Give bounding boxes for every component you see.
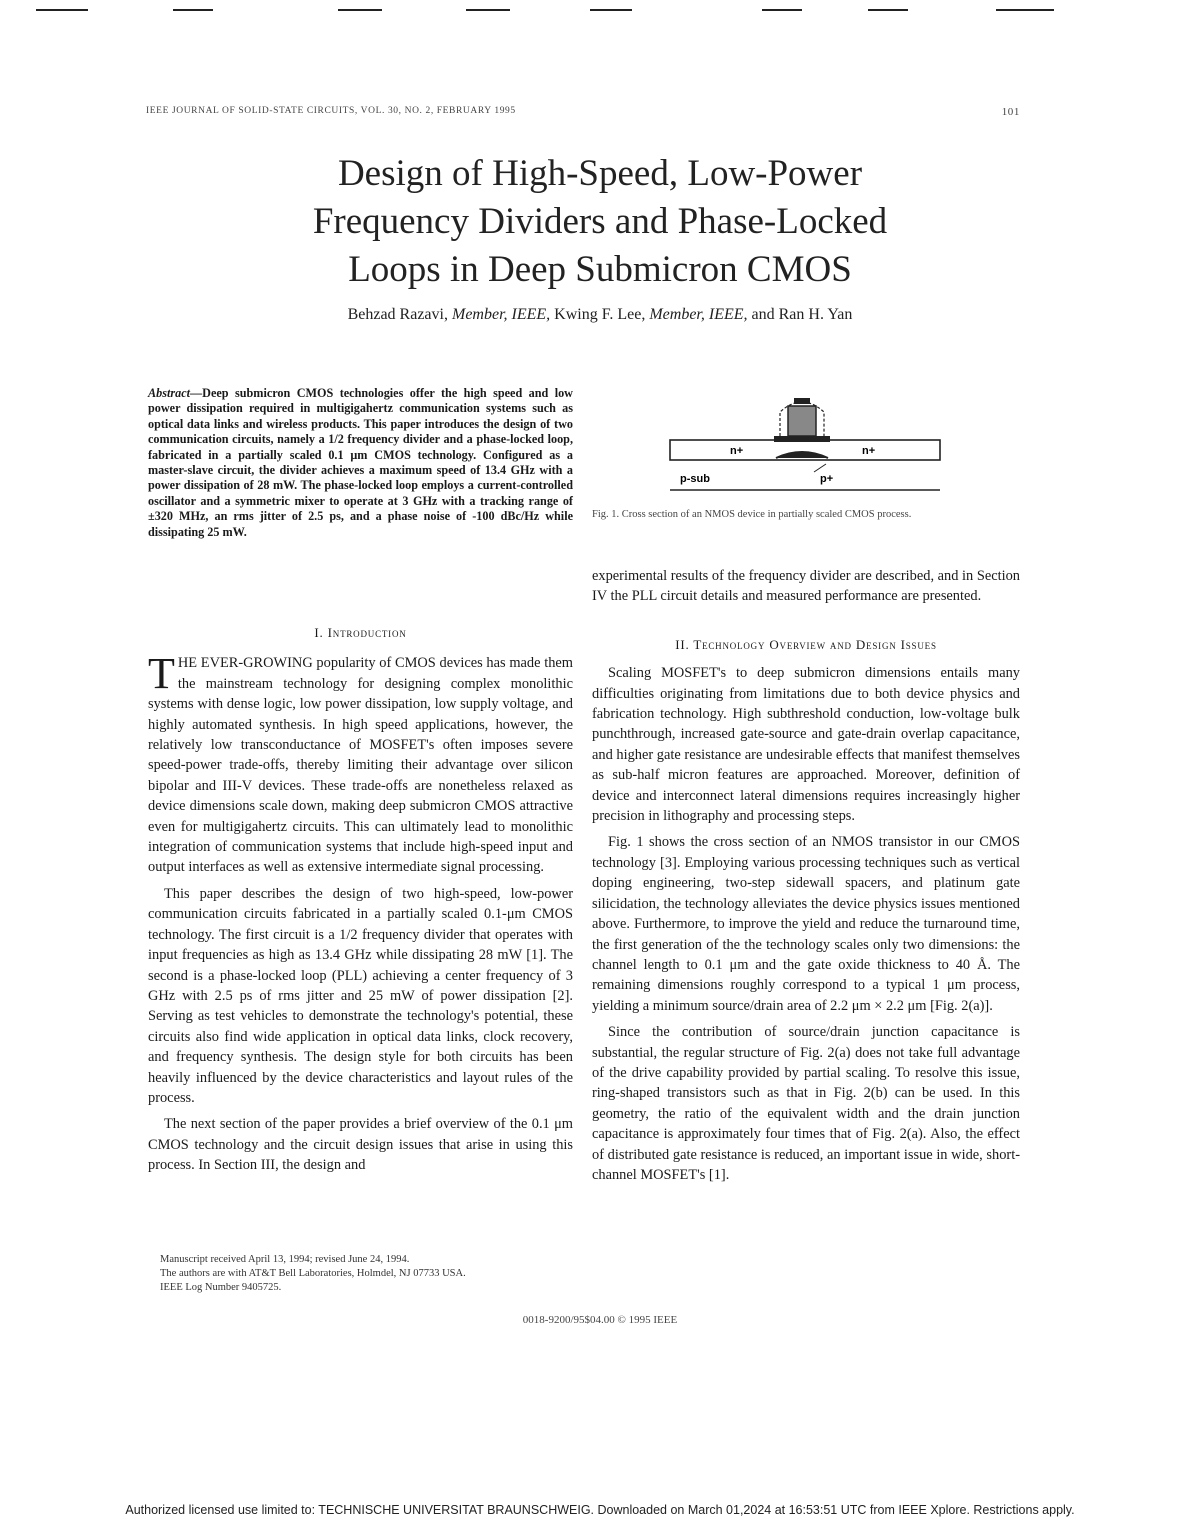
paper-title [200,150,1000,294]
label-psub: p-sub [680,473,710,485]
gate-stack [788,406,816,436]
paragraph: Fig. 1 shows the cross section of an NMOS transistor in our CMOS technology [3]. Employing various processing techniques such as vertical doping engineering, two-step sidewall spacers, and platinum gate silicidation, the technology alleviates the device physics issues mentioned above. Furthermore, to improve the yield and reduce the turnaround time, the first generation of the the technology scales only two dimensions: the channel length to 0.1 μm and the gate oxide thickness to 40 Å. The remaining dimensions roughly correspond to a typical 1 μm process, yielding a minimum source/drain area of 2.2 μm × 2.2 μm [Fig. 2(a)]. [592,834,1020,1014]
gate-oxide [774,436,830,442]
authorization-notice: Authorized licensed use limited to: TECHNISCHE UNIVERSITAT BRAUNSCHWEIG. Downloaded on March 01,2024 at 16:53:51 UTC from IEEE Xplore. Restrictions apply. [125,1503,1075,1517]
title-line: Frequency Dividers and Phase-Locked [312,201,888,242]
abstract [148,386,573,540]
paragraph: THE EVER-GROWING popularity of CMOS devices has made them the mainstream technology for designing complex monolithic systems with dense logic, low power dissipation, low supply voltage, and highly automated synthesis. In high speed applications, however, the relatively low transconductance of MOSFET's often imposes severe speed-power trade-offs, thereby limiting their advantage over silicon bipolar and III-V devices. These trade-offs are nonetheless relaxed as device dimensions scale down, making deep submicron CMOS attractive even for multigigahertz circuits. This can ultimately lead to monolithic integration of communication systems that include high-speed input and output interfaces as well as extensive intermediate signal processing. [148,649,573,876]
drop-cap: T [148,649,175,699]
right-column [592,566,1020,1191]
top-scan-marks [0,0,1200,20]
author-role: Member, IEEE, [451,306,551,323]
abstract-text: Deep submicron CMOS technologies offer the high speed and low power dissipation required in multigigahertz communication systems such as optical data links and wireless products. This paper introduces the design of two communication circuits, namely a 1/2 frequency divider and a phase-locked loop, fabricated in a partially scaled 0.1 μm CMOS technology. Configured as a master-slave circuit, the divider achieves a maximum speed of 13.4 GHz with a power dissipation of 28 mW. The phase-locked loop employs a current-controlled oscillator and a symmetric mixer to operate at 3 GHz with a tracking range of ±320 MHz, an rms jitter of 2.5 ps, and a phase noise of -100 dBc/Hz while dissipating 25 mW. [148,386,573,539]
copyright-line: 0018-9200/95$04.00 © 1995 IEEE [522,1314,678,1326]
section-heading: I. Introduction [314,625,407,640]
footnote-line: IEEE Log Number 9405725. [160,1282,282,1293]
figure-1-cross-section [664,392,944,492]
paragraph: This paper describes the design of two high-speed, low-power communication circuits fabricated in a partially scaled 0.1-μm CMOS technology. The first circuit is a 1/2 frequency divider that operates with input frequencies as high as 13.4 GHz while dissipating 28 mW [1]. The second is a phase-locked loop (PLL) achieving a center frequency of 3 GHz with 2.5 ps of rms jitter and 25 mW of power dissipation [2]. Serving as test vehicles to demonstrate the technology's potential, these circuits also find wide application in optical data links, clock recovery, and frequency synthesis. The design style for both circuits has been heavily influenced by the device characteristics and layout rules of the process. [148,885,573,1106]
abstract-label: Abstract— [148,386,203,400]
page-number: 101 [1001,106,1020,118]
label-n-right: n+ [862,445,876,457]
left-column [148,623,573,1182]
paragraph: Scaling MOSFET's to deep submicron dimensions entails many difficulties originating from limitations due to both device physics and fabrication technology. High subthreshold conduction, low-voltage bulk punchthrough, increased gate-source and gate-drain overlap capacitance, and higher gate resistance are undesirable effects that manifest themselves as sub-half micron features are approached. Moreover, definition of device and interconnect lateral dimensions requires increasingly higher precision in lithography and processing steps. [592,665,1020,825]
author-name: Kwing F. Lee, [554,306,646,323]
figure-caption: Fig. 1. Cross section of an NMOS device in partially scaled CMOS process. [592,509,912,520]
running-header [146,106,1020,122]
journal-name: IEEE JOURNAL OF SOLID-STATE CIRCUITS, VOL. 30, NO. 2, FEBRUARY 1995 [146,106,516,116]
footnote [148,1253,573,1295]
gate-silicide [794,398,810,404]
label-n-left: n+ [730,445,744,457]
author-line [200,306,1000,324]
paragraph: Since the contribution of source/drain junction capacitance is substantial, the regular structure of Fig. 2(a) does not take full advantage of the drive capability provided by partial scaling. To resolve this issue, ring-shaped transistors such as that in Fig. 2(b) can be used. In this geometry, the ratio of the equivalent width and the drain junction capacitance is approximately four times that of Fig. 2(a). Also, the effect of distributed gate resistance is reduced, an important issue in wide, short-channel MOSFET's [1]. [592,1024,1020,1183]
section-heading: II. Technology Overview and Design Issues [675,636,937,652]
footnote-line: Manuscript received April 13, 1994; revised June 24, 1994. [160,1254,410,1265]
author-role: Member, IEEE, [649,306,748,323]
paragraph: experimental results of the frequency divider are described, and in Section IV the PLL circuit details and measured performance are presented. [592,568,1020,605]
channel-region [776,452,828,458]
title-line: Design of High-Speed, Low-Power [337,153,863,194]
p-plus-arrow [814,464,826,472]
paragraph: The next section of the paper provides a brief overview of the 0.1 μm CMOS technology and the circuit design issues that arise in using this process. In Section III, the design and [148,1116,573,1174]
author-name: Behzad Razavi, [347,306,448,323]
title-line: Loops in Deep Submicron CMOS [348,249,852,290]
label-p: p+ [820,473,834,485]
author-name: and Ran H. Yan [751,306,853,323]
footnote-line: The authors are with AT&T Bell Laboratories, Holmdel, NJ 07733 USA. [160,1268,466,1279]
